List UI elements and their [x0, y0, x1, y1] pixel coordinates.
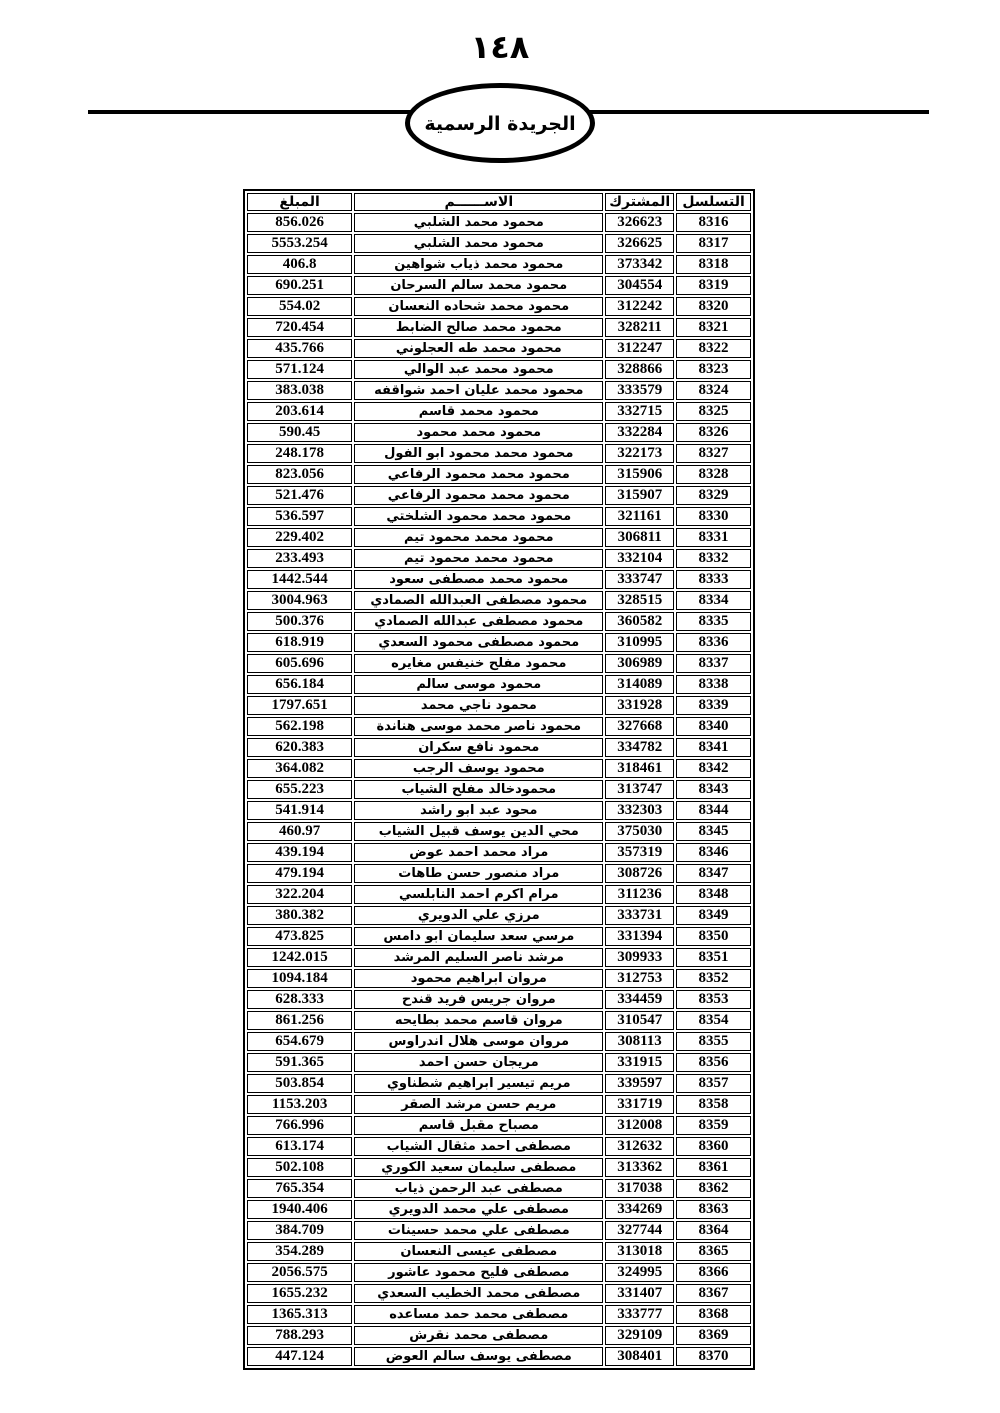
serial-cell: 8353	[676, 990, 751, 1009]
name-cell: مصطفى عبد الرحمن ذياب	[354, 1179, 603, 1198]
name-cell: مصطفى علي محمد الدويري	[354, 1200, 603, 1219]
amount-cell: 788.293	[247, 1326, 352, 1345]
serial-cell: 8325	[676, 402, 751, 421]
serial-cell: 8316	[676, 213, 751, 232]
name-cell: محمود محمد ذياب شواهين	[354, 255, 603, 274]
serial-cell: 8323	[676, 360, 751, 379]
serial-cell: 8337	[676, 654, 751, 673]
name-cell: محمود محمد سالم السرحان	[354, 276, 603, 295]
table-row	[247, 885, 751, 904]
amount-cell: 1797.651	[247, 696, 352, 715]
subscriber-cell: 315906	[605, 465, 674, 484]
name-cell: محمود مصطفى محمود السعدي	[354, 633, 603, 652]
amount-cell: 1365.313	[247, 1305, 352, 1324]
amount-cell: 554.02	[247, 297, 352, 316]
serial-cell: 8344	[676, 801, 751, 820]
subscriber-cell: 332715	[605, 402, 674, 421]
subscriber-cell: 331928	[605, 696, 674, 715]
name-cell: محمود ناجي محمد	[354, 696, 603, 715]
name-cell: مرسي سعد سليمان ابو دامس	[354, 927, 603, 946]
amount-cell: 1242.015	[247, 948, 352, 967]
amount-cell: 500.376	[247, 612, 352, 631]
column-header-subscriber: المشترك	[605, 193, 674, 211]
amount-cell: 628.333	[247, 990, 352, 1009]
serial-cell: 8341	[676, 738, 751, 757]
subscriber-cell: 317038	[605, 1179, 674, 1198]
amount-cell: 766.996	[247, 1116, 352, 1135]
name-cell: محمود محمد محمود تيم	[354, 528, 603, 547]
subscriber-cell: 332104	[605, 549, 674, 568]
table-row	[247, 1074, 751, 1093]
amount-cell: 654.679	[247, 1032, 352, 1051]
name-cell: محمود مفلح خنيفس مغايره	[354, 654, 603, 673]
serial-cell: 8332	[676, 549, 751, 568]
name-cell: مريم حسن مرشد الصقر	[354, 1095, 603, 1114]
subscriber-cell: 313747	[605, 780, 674, 799]
serial-cell: 8331	[676, 528, 751, 547]
amount-cell: 3004.963	[247, 591, 352, 610]
table-row	[247, 339, 751, 358]
subscriber-cell: 306811	[605, 528, 674, 547]
table-row	[247, 864, 751, 883]
serial-cell: 8318	[676, 255, 751, 274]
column-header-name: الاســــــم	[354, 193, 603, 211]
serial-cell: 8338	[676, 675, 751, 694]
amount-cell: 1940.406	[247, 1200, 352, 1219]
table-row	[247, 696, 751, 715]
serial-cell: 8361	[676, 1158, 751, 1177]
subscriber-cell: 333579	[605, 381, 674, 400]
table-row	[247, 990, 751, 1009]
column-header-amount: المبلغ	[247, 193, 352, 211]
name-cell: مصطفى محمد حمد مساعده	[354, 1305, 603, 1324]
name-cell: مراد منصور حسن طاهات	[354, 864, 603, 883]
table-row	[247, 234, 751, 253]
amount-cell: 861.256	[247, 1011, 352, 1030]
serial-cell: 8319	[676, 276, 751, 295]
table-row	[247, 297, 751, 316]
column-header-serial: التسلسل	[676, 193, 751, 211]
serial-cell: 8334	[676, 591, 751, 610]
subscriber-cell: 308113	[605, 1032, 674, 1051]
amount-cell: 541.914	[247, 801, 352, 820]
amount-cell: 5553.254	[247, 234, 352, 253]
table-row	[247, 1200, 751, 1219]
name-cell: محمودخالد مفلح الشياب	[354, 780, 603, 799]
name-cell: محمود محمد شحاده النعسان	[354, 297, 603, 316]
amount-cell: 384.709	[247, 1221, 352, 1240]
subscriber-cell: 332284	[605, 423, 674, 442]
amount-cell: 765.354	[247, 1179, 352, 1198]
name-cell: مريجان حسن احمد	[354, 1053, 603, 1072]
serial-cell: 8321	[676, 318, 751, 337]
name-cell: محمود محمد الشلبي	[354, 213, 603, 232]
subscriber-cell: 315907	[605, 486, 674, 505]
name-cell: مصطفى عيسى النعسان	[354, 1242, 603, 1261]
table-row	[247, 801, 751, 820]
name-cell: محمود محمد طه العجلوني	[354, 339, 603, 358]
subscriber-cell: 373342	[605, 255, 674, 274]
subscriber-cell: 309933	[605, 948, 674, 967]
table-row	[247, 906, 751, 925]
name-cell: محود عبد ابو راشد	[354, 801, 603, 820]
subscriber-cell: 321161	[605, 507, 674, 526]
table-row	[247, 1158, 751, 1177]
serial-cell: 8368	[676, 1305, 751, 1324]
subscriber-cell: 331407	[605, 1284, 674, 1303]
name-cell: محي الدين يوسف قبيل الشياب	[354, 822, 603, 841]
subscriber-cell: 333777	[605, 1305, 674, 1324]
name-cell: محمود موسى سالم	[354, 675, 603, 694]
subscriber-cell: 313018	[605, 1242, 674, 1261]
subscriber-cell: 304554	[605, 276, 674, 295]
table-row	[247, 465, 751, 484]
table-row	[247, 948, 751, 967]
subscriber-cell: 375030	[605, 822, 674, 841]
table-row	[247, 1263, 751, 1282]
amount-cell: 856.026	[247, 213, 352, 232]
name-cell: مصطفى محمد نقرش	[354, 1326, 603, 1345]
table-row	[247, 717, 751, 736]
amount-cell: 1442.544	[247, 570, 352, 589]
amount-cell: 613.174	[247, 1137, 352, 1156]
subscriber-cell: 308401	[605, 1347, 674, 1366]
table-row	[247, 1242, 751, 1261]
subscriber-cell: 327744	[605, 1221, 674, 1240]
name-cell: مروان ابراهيم محمود	[354, 969, 603, 988]
serial-cell: 8326	[676, 423, 751, 442]
name-cell: مراد محمد احمد عوض	[354, 843, 603, 862]
subscriber-cell: 326625	[605, 234, 674, 253]
serial-cell: 8358	[676, 1095, 751, 1114]
serial-cell: 8330	[676, 507, 751, 526]
amount-cell: 562.198	[247, 717, 352, 736]
amount-cell: 655.223	[247, 780, 352, 799]
amount-cell: 1153.203	[247, 1095, 352, 1114]
serial-cell: 8370	[676, 1347, 751, 1366]
serial-cell: 8356	[676, 1053, 751, 1072]
subscriber-cell: 327668	[605, 717, 674, 736]
serial-cell: 8339	[676, 696, 751, 715]
amount-cell: 2056.575	[247, 1263, 352, 1282]
amount-cell: 502.108	[247, 1158, 352, 1177]
name-cell: مصطفى احمد مثقال الشياب	[354, 1137, 603, 1156]
name-cell: مصباح مقبل قاسم	[354, 1116, 603, 1135]
amount-cell: 605.696	[247, 654, 352, 673]
amount-cell: 460.97	[247, 822, 352, 841]
subscriber-cell: 322173	[605, 444, 674, 463]
amount-cell: 521.476	[247, 486, 352, 505]
amount-cell: 1094.184	[247, 969, 352, 988]
serial-cell: 8355	[676, 1032, 751, 1051]
serial-cell: 8351	[676, 948, 751, 967]
serial-cell: 8317	[676, 234, 751, 253]
serial-cell: 8340	[676, 717, 751, 736]
amount-cell: 248.178	[247, 444, 352, 463]
amount-cell: 823.056	[247, 465, 352, 484]
subscriber-cell: 334269	[605, 1200, 674, 1219]
table-row	[247, 1284, 751, 1303]
name-cell: محمود ناصر محمد موسى هناندة	[354, 717, 603, 736]
amount-cell: 479.194	[247, 864, 352, 883]
table-row	[247, 1053, 751, 1072]
name-cell: محمود محمد مصطفى سعود	[354, 570, 603, 589]
serial-cell: 8352	[676, 969, 751, 988]
name-cell: محمود محمد محمود تيم	[354, 549, 603, 568]
amount-cell: 618.919	[247, 633, 352, 652]
table-row	[247, 633, 751, 652]
table-row	[247, 213, 751, 232]
amount-cell: 383.038	[247, 381, 352, 400]
subscriber-cell: 357319	[605, 843, 674, 862]
serial-cell: 8366	[676, 1263, 751, 1282]
serial-cell: 8333	[676, 570, 751, 589]
serial-cell: 8365	[676, 1242, 751, 1261]
name-cell: مرزي علي الدويري	[354, 906, 603, 925]
serial-cell: 8329	[676, 486, 751, 505]
name-cell: مرام اكرم احمد النابلسي	[354, 885, 603, 904]
subscriber-cell: 310547	[605, 1011, 674, 1030]
subscriber-cell: 312242	[605, 297, 674, 316]
serial-cell: 8349	[676, 906, 751, 925]
name-cell: محمود نافع سكران	[354, 738, 603, 757]
subscriber-cell: 310995	[605, 633, 674, 652]
amount-cell: 354.289	[247, 1242, 352, 1261]
table-row	[247, 255, 751, 274]
subscriber-cell: 328866	[605, 360, 674, 379]
table-row	[247, 1137, 751, 1156]
table-row	[247, 486, 751, 505]
subscriber-cell: 331719	[605, 1095, 674, 1114]
name-cell: محمود محمد صالح الضابط	[354, 318, 603, 337]
table-row	[247, 759, 751, 778]
name-cell: مصطفى سليمان سعيد الكوري	[354, 1158, 603, 1177]
table-row	[247, 402, 751, 421]
name-cell: محمود مصطفى عبدالله الصمادي	[354, 612, 603, 631]
name-cell: محمود محمد محمود الشلختي	[354, 507, 603, 526]
amount-cell: 591.365	[247, 1053, 352, 1072]
serial-cell: 8346	[676, 843, 751, 862]
serial-cell: 8367	[676, 1284, 751, 1303]
subscriber-cell: 312753	[605, 969, 674, 988]
subscriber-cell: 360582	[605, 612, 674, 631]
name-cell: محمود مصطفى العبدالله الصمادي	[354, 591, 603, 610]
amount-cell: 720.454	[247, 318, 352, 337]
amount-cell: 364.082	[247, 759, 352, 778]
subscriber-cell: 314089	[605, 675, 674, 694]
serial-cell: 8369	[676, 1326, 751, 1345]
serial-cell: 8320	[676, 297, 751, 316]
subscriber-cell: 308726	[605, 864, 674, 883]
name-cell: مصطفى يوسف سالم العوض	[354, 1347, 603, 1366]
serial-cell: 8363	[676, 1200, 751, 1219]
serial-cell: 8348	[676, 885, 751, 904]
table-row	[247, 570, 751, 589]
amount-cell: 1655.232	[247, 1284, 352, 1303]
serial-cell: 8359	[676, 1116, 751, 1135]
name-cell: محمود محمد عبد الوالي	[354, 360, 603, 379]
amount-cell: 229.402	[247, 528, 352, 547]
table-row	[247, 1032, 751, 1051]
name-cell: مصطفى علي محمد حسينات	[354, 1221, 603, 1240]
name-cell: مريم تيسير ابراهيم شطناوي	[354, 1074, 603, 1093]
table-header-row	[247, 193, 751, 211]
table-row	[247, 654, 751, 673]
page-number: ١٤٨	[470, 28, 530, 66]
subscriber-cell: 333731	[605, 906, 674, 925]
name-cell: مصطفى فليح محمود عاشور	[354, 1263, 603, 1282]
table-row	[247, 927, 751, 946]
serial-cell: 8342	[676, 759, 751, 778]
table-row	[247, 444, 751, 463]
name-cell: محمود محمد محمود ابو الفول	[354, 444, 603, 463]
table-row	[247, 1305, 751, 1324]
amount-cell: 590.45	[247, 423, 352, 442]
serial-cell: 8343	[676, 780, 751, 799]
name-cell: مروان موسى هلال اندراوس	[354, 1032, 603, 1051]
gazette-banner-oval	[405, 83, 595, 163]
amount-cell: 435.766	[247, 339, 352, 358]
serial-cell: 8322	[676, 339, 751, 358]
subscriber-cell: 329109	[605, 1326, 674, 1345]
serial-cell: 8347	[676, 864, 751, 883]
table-row	[247, 507, 751, 526]
table-row	[247, 528, 751, 547]
subscriber-cell: 312632	[605, 1137, 674, 1156]
amount-cell: 233.493	[247, 549, 352, 568]
subscriber-cell: 333747	[605, 570, 674, 589]
serial-cell: 8336	[676, 633, 751, 652]
table-row	[247, 822, 751, 841]
gazette-title: الجريدة الرسمية	[424, 113, 576, 135]
subscriber-cell: 331915	[605, 1053, 674, 1072]
subscriber-cell: 339597	[605, 1074, 674, 1093]
serial-cell: 8327	[676, 444, 751, 463]
amount-cell: 536.597	[247, 507, 352, 526]
amount-cell: 322.204	[247, 885, 352, 904]
subscriber-cell: 328515	[605, 591, 674, 610]
serial-cell: 8354	[676, 1011, 751, 1030]
table-row	[247, 738, 751, 757]
amount-cell: 620.383	[247, 738, 352, 757]
amount-cell: 380.382	[247, 906, 352, 925]
table-row	[247, 1326, 751, 1345]
name-cell: محمود محمد قاسم	[354, 402, 603, 421]
table-row	[247, 612, 751, 631]
serial-cell: 8360	[676, 1137, 751, 1156]
subscriber-cell: 311236	[605, 885, 674, 904]
name-cell: محمود يوسف الرجب	[354, 759, 603, 778]
table-row	[247, 675, 751, 694]
table-row	[247, 969, 751, 988]
serial-cell: 8328	[676, 465, 751, 484]
table-row	[247, 360, 751, 379]
subscriber-cell: 312247	[605, 339, 674, 358]
table-row	[247, 318, 751, 337]
name-cell: مروان جريس فريد قندح	[354, 990, 603, 1009]
table-row	[247, 423, 751, 442]
serial-cell: 8362	[676, 1179, 751, 1198]
subscriber-cell: 324995	[605, 1263, 674, 1282]
table-row	[247, 1179, 751, 1198]
amount-cell: 406.8	[247, 255, 352, 274]
table-row	[247, 1116, 751, 1135]
name-cell: مرشد ناصر السليم المرشد	[354, 948, 603, 967]
name-cell: محمود محمد عليان احمد شواقفه	[354, 381, 603, 400]
table-row	[247, 780, 751, 799]
amount-cell: 473.825	[247, 927, 352, 946]
table-row	[247, 381, 751, 400]
amount-cell: 447.124	[247, 1347, 352, 1366]
subscriber-cell: 326623	[605, 213, 674, 232]
subscriber-cell: 334782	[605, 738, 674, 757]
serial-cell: 8324	[676, 381, 751, 400]
table-row	[247, 1095, 751, 1114]
amount-cell: 503.854	[247, 1074, 352, 1093]
name-cell: محمود محمد محمود الرفاعي	[354, 465, 603, 484]
subscriber-cell: 306989	[605, 654, 674, 673]
amount-cell: 690.251	[247, 276, 352, 295]
name-cell: مصطفى محمد الخطيب السعدي	[354, 1284, 603, 1303]
name-cell: مروان قاسم محمد بطايحه	[354, 1011, 603, 1030]
table-row	[247, 843, 751, 862]
table-row	[247, 591, 751, 610]
table-row	[247, 1221, 751, 1240]
subscriber-cell: 334459	[605, 990, 674, 1009]
serial-cell: 8357	[676, 1074, 751, 1093]
amount-cell: 439.194	[247, 843, 352, 862]
name-cell: محمود محمد محمود	[354, 423, 603, 442]
subscriber-cell: 318461	[605, 759, 674, 778]
serial-cell: 8335	[676, 612, 751, 631]
subscribers-table	[243, 189, 755, 1370]
amount-cell: 203.614	[247, 402, 352, 421]
serial-cell: 8350	[676, 927, 751, 946]
serial-cell: 8364	[676, 1221, 751, 1240]
table-row	[247, 549, 751, 568]
table-row	[247, 1011, 751, 1030]
subscriber-cell: 328211	[605, 318, 674, 337]
name-cell: محمود محمد محمود الرفاعي	[354, 486, 603, 505]
subscriber-cell: 332303	[605, 801, 674, 820]
amount-cell: 571.124	[247, 360, 352, 379]
subscriber-cell: 312008	[605, 1116, 674, 1135]
subscriber-cell: 331394	[605, 927, 674, 946]
table-row	[247, 276, 751, 295]
table-row	[247, 1347, 751, 1366]
name-cell: محمود محمد الشلبي	[354, 234, 603, 253]
subscriber-cell: 313362	[605, 1158, 674, 1177]
amount-cell: 656.184	[247, 675, 352, 694]
serial-cell: 8345	[676, 822, 751, 841]
